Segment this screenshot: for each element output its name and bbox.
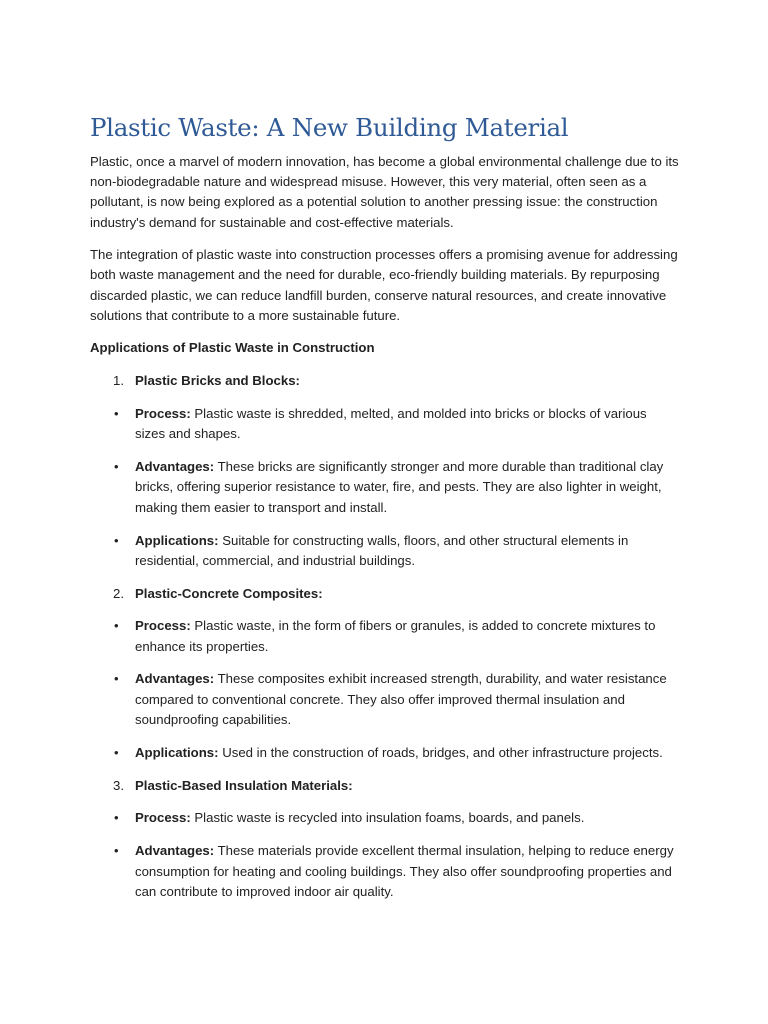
bullet-label: Process: bbox=[135, 618, 191, 634]
list-number: 2. bbox=[113, 585, 124, 601]
bullet-label: Advantages: bbox=[135, 671, 215, 687]
bullet-item bbox=[90, 531, 680, 572]
application-item-3 bbox=[90, 776, 680, 796]
bullet-text: Used in the construction of roads, bridges, and other infrastructure projects. bbox=[222, 744, 663, 760]
document-title: Plastic Waste: A New Building Material bbox=[90, 113, 569, 142]
application-item-1 bbox=[90, 371, 680, 391]
bullet-icon: • bbox=[114, 406, 119, 422]
bullet-text: Plastic waste is shredded, melted, and molded into bricks or blocks of various sizes and shapes. bbox=[135, 406, 647, 442]
application-name: Plastic-Concrete Composites: bbox=[135, 585, 323, 601]
integration-paragraph: The integration of plastic waste into construction processes offers a promising avenue for addressing both waste management and the need for durable, eco-friendly building materials. By repurposing discarded plastic, we can reduce landfill burden, conserve natural resources, and create innovative solutions that contribute to a more sustainable future. bbox=[90, 247, 678, 323]
bullet-label: Applications: bbox=[135, 744, 219, 760]
bullet-item bbox=[90, 841, 680, 902]
bullet-label: Applications: bbox=[135, 532, 219, 548]
intro-paragraph: Plastic, once a marvel of modern innovation, has become a global environmental challenge due to its non-biodegradable nature and widespread misuse. However, this very material, often seen as a pollutant, is now being explored as a potential solution to another pressing issue: the construction industry's demand for sustainable and cost-effective materials. bbox=[90, 153, 679, 230]
bullet-icon: • bbox=[114, 744, 119, 760]
bullet-icon: • bbox=[114, 671, 119, 687]
bullet-icon: • bbox=[114, 843, 119, 859]
bullet-icon: • bbox=[114, 532, 119, 548]
bullet-text: Plastic waste, in the form of fibers or granules, is added to concrete mixtures to enhance its properties. bbox=[135, 618, 656, 654]
application-item-2 bbox=[90, 584, 680, 604]
bullet-text: Plastic waste is recycled into insulation foams, boards, and panels. bbox=[194, 810, 585, 826]
list-number: 1. bbox=[113, 373, 124, 389]
bullet-text: These bricks are significantly stronger and more durable than traditional clay bricks, offering superior resistance to water, fire, and pests. They are also lighter in weight, making them easier to transport and install. bbox=[135, 459, 664, 515]
application-name: Plastic-Based Insulation Materials: bbox=[135, 777, 353, 793]
bullet-label: Process: bbox=[135, 406, 191, 422]
bullet-icon: • bbox=[114, 810, 119, 826]
application-name: Plastic Bricks and Blocks: bbox=[135, 373, 300, 389]
bullet-label: Advantages: bbox=[135, 843, 215, 859]
bullet-item bbox=[90, 616, 680, 657]
bullet-icon: • bbox=[114, 459, 119, 475]
section-heading: Applications of Plastic Waste in Construction bbox=[90, 340, 375, 356]
bullet-item bbox=[90, 457, 680, 518]
bullet-label: Process: bbox=[135, 810, 191, 826]
bullet-item bbox=[90, 743, 680, 763]
bullet-item bbox=[90, 404, 680, 445]
bullet-label: Advantages: bbox=[135, 459, 215, 475]
bullet-icon: • bbox=[114, 618, 119, 634]
bullet-text: These materials provide excellent thermal insulation, helping to reduce energy consumption for heating and cooling buildings. They also offer soundproofing properties and can contribute to improved indoor air quality. bbox=[135, 843, 674, 899]
list-number: 3. bbox=[113, 777, 124, 793]
bullet-item bbox=[90, 808, 680, 828]
bullet-item bbox=[90, 669, 680, 730]
bullet-text: Suitable for constructing walls, floors, and other structural elements in residential, commercial, and industrial buildings. bbox=[135, 532, 629, 568]
bullet-text: These composites exhibit increased strength, durability, and water resistance compared to conventional concrete. They also offer improved thermal insulation and soundproofing capabilities. bbox=[135, 671, 667, 728]
